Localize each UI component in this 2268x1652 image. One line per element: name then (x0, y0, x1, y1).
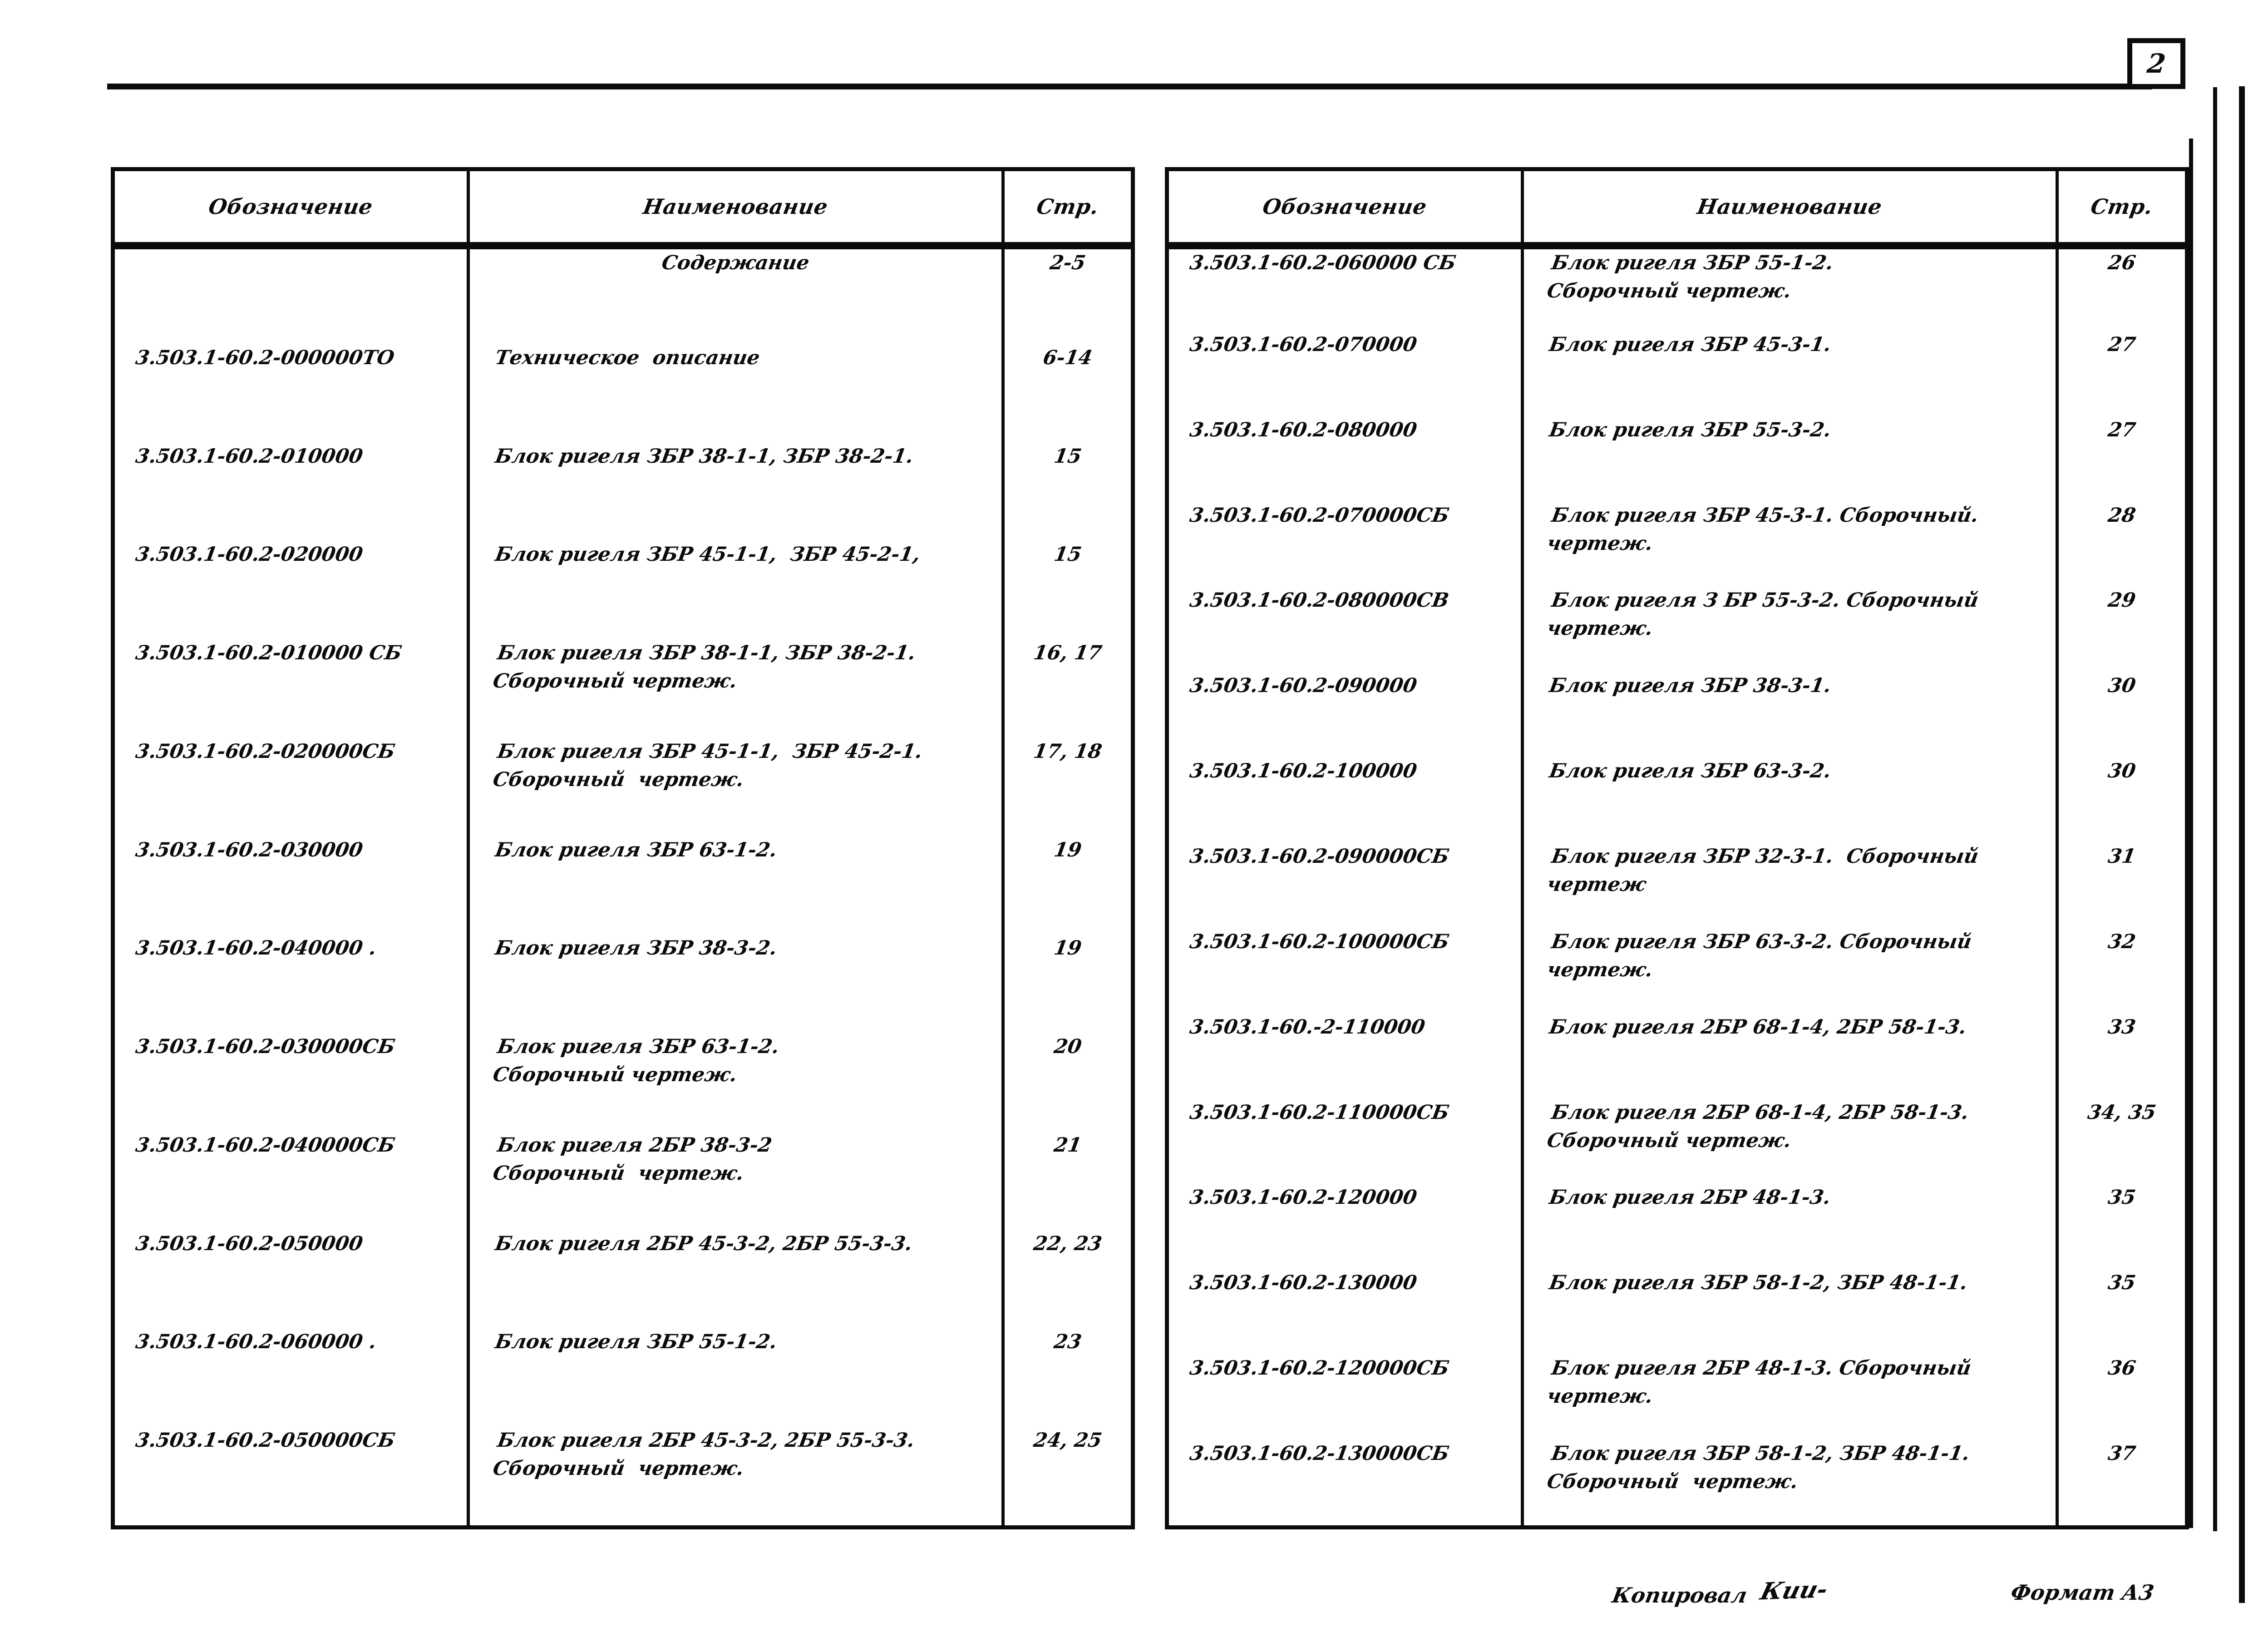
cell-page (1003, 1328, 1131, 1427)
name-text: Блок ригеля ЗБР 38-1-1, ЗБР 38-2-1. Сборочный чертеж. (491, 642, 917, 692)
cell-name (1523, 1440, 2057, 1525)
cell-designation (115, 639, 468, 738)
cell-name (468, 935, 1003, 1033)
cell-designation (115, 1328, 468, 1427)
cell-page (2057, 757, 2185, 843)
toc-table-right (1165, 167, 2189, 1529)
designation-text: 3.503.1-60.2-120000 (1188, 1186, 1419, 1209)
designation-text: 3.503.1-60.2-040000 . (134, 937, 378, 960)
page-text: 20 (1052, 1035, 1083, 1058)
cell-designation (1169, 1269, 1523, 1355)
page-text: 2-5 (1048, 252, 1087, 274)
cell-name (468, 836, 1003, 935)
header-row (1169, 171, 2185, 246)
name-text: Блок ригеля ЗБР 63-1-2. Сборочный чертеж. (491, 1035, 781, 1087)
cell-designation (115, 1033, 468, 1132)
cell-name (468, 1328, 1003, 1427)
table-row (1169, 672, 2185, 757)
cell-page (1003, 344, 1131, 443)
name-text: Блок ригеля 2БР 68-1-4, 2БР 58-1-3. (1548, 1015, 1968, 1039)
cell-page (1003, 1132, 1131, 1230)
table-row (115, 1230, 1131, 1329)
page-number-box (2127, 38, 2185, 89)
column-header-page (1003, 171, 1131, 246)
cell-page (2057, 1269, 2185, 1355)
cell-page (2057, 1099, 2185, 1184)
cell-page (2057, 843, 2185, 928)
cell-name (468, 1132, 1003, 1230)
table-row (1169, 246, 2185, 331)
cell-name (1523, 1184, 2057, 1269)
table-row (1169, 1184, 2185, 1269)
cell-page (2057, 416, 2185, 502)
cell-name (1523, 672, 2057, 757)
cell-name (1523, 246, 2057, 331)
table-row (115, 1427, 1131, 1525)
cell-name (468, 639, 1003, 738)
page-text: 31 (2106, 845, 2137, 868)
name-text: Блок ригеля 2БР 48-1-3. Сборочный чертеж. (1545, 1357, 1973, 1408)
page-text: 28 (2106, 504, 2137, 527)
cell-name (1523, 928, 2057, 1014)
table-row (1169, 1355, 2185, 1440)
column-header-name-label: Наименование (1696, 194, 1884, 219)
designation-text: 3.503.1-60.2-090000СБ (1188, 845, 1451, 868)
designation-text: 3.503.1-60.2-000000ТО (134, 346, 396, 369)
toc-table-right-header (1169, 171, 2185, 246)
toc-table-left-header (115, 171, 1131, 246)
sheet-right-border-inner (2189, 138, 2193, 1528)
cell-name (1523, 587, 2057, 672)
cell-page (2057, 1014, 2185, 1099)
cell-designation (115, 738, 468, 836)
designation-text: 3.503.1-60.2-030000СБ (134, 1035, 397, 1058)
cell-name (1523, 843, 2057, 928)
name-text: Блок ригеля ЗБР 63-3-2. Сборочный чертеж. (1545, 930, 1974, 981)
page-text: 32 (2106, 930, 2137, 953)
column-header-page-label: Стр. (1035, 194, 1100, 219)
name-text: Блок ригеля 2БР 48-1-3. (1548, 1186, 1833, 1209)
cell-page (2057, 587, 2185, 672)
name-text: Блок ригеля ЗБР 45-1-1, ЗБР 45-2-1, (493, 543, 922, 566)
table-row (1169, 1014, 2185, 1099)
designation-text: 3.503.1-60.2-070000СБ (1188, 504, 1451, 527)
sheet-top-border (107, 84, 2152, 89)
toc-table-left (111, 167, 1135, 1529)
column-header-designation (115, 171, 468, 246)
cell-designation (115, 1132, 468, 1230)
name-text: Блок ригеля ЗБР 45-1-1, ЗБР 45-2-1. Сборочный чертеж. (491, 740, 924, 791)
cell-name (468, 344, 1003, 443)
name-text: Блок ригеля ЗБР 45-3-1. (1548, 333, 1833, 356)
column-header-page-label: Стр. (2089, 194, 2155, 219)
cell-designation (115, 836, 468, 935)
name-text: Блок ригеля ЗБР 63-3-2. (1548, 760, 1833, 783)
designation-text: 3.503.1-60.2-010000 (134, 445, 365, 468)
designation-text: 3.503.1-60.2-130000СБ (1188, 1442, 1451, 1465)
page-text: 23 (1052, 1331, 1083, 1354)
cell-page (1003, 541, 1131, 639)
cell-designation (1169, 416, 1523, 502)
cell-name (1523, 331, 2057, 416)
cell-page (1003, 738, 1131, 836)
name-text: Блок ригеля ЗБР 63-1-2. (493, 838, 779, 861)
cell-designation (1169, 1440, 1523, 1525)
cell-page (2057, 331, 2185, 416)
name-text: Блок ригеля ЗБР 55-1-2. Сборочный чертеж. (1545, 252, 1835, 302)
designation-text: 3.503.1-60.2-010000 СБ (134, 642, 404, 665)
sheet-right-border-middle (2213, 87, 2217, 1531)
page-text: 24, 25 (1032, 1429, 1104, 1452)
cell-name (1523, 757, 2057, 843)
page-text: 19 (1052, 937, 1083, 960)
table-row (1169, 1269, 2185, 1355)
page-text: 6-14 (1041, 346, 1094, 369)
cell-name (468, 1427, 1003, 1525)
cell-designation (115, 246, 468, 344)
cell-name (468, 1033, 1003, 1132)
table-row (1169, 843, 2185, 928)
page-text: 30 (2106, 760, 2137, 783)
designation-text: 3.503.1-60.2-100000СБ (1188, 930, 1451, 953)
table-row (115, 344, 1131, 443)
cell-designation (1169, 1355, 1523, 1440)
table-row (115, 639, 1131, 738)
designation-text: 3.503.1-60.2-100000 (1188, 760, 1419, 783)
name-text: Блок ригеля З БР 55-3-2. Сборочный чертеж. (1545, 589, 1980, 640)
column-header-name-label: Наименование (641, 194, 830, 219)
column-header-designation-label: Обозначение (207, 194, 375, 219)
table-row (1169, 1099, 2185, 1184)
column-header-name (1523, 171, 2057, 246)
cell-designation (1169, 843, 1523, 928)
cell-designation (115, 344, 468, 443)
column-header-designation (1169, 171, 1523, 246)
cell-name (468, 541, 1003, 639)
page-text: 27 (2106, 418, 2137, 441)
cell-designation (1169, 928, 1523, 1014)
cell-name (1523, 502, 2057, 587)
cell-name (468, 1230, 1003, 1329)
table-row (1169, 587, 2185, 672)
designation-text: 3.503.1-60.2-080000СВ (1188, 589, 1451, 612)
toc-table-right-body (1169, 246, 2185, 1525)
sheet-right-border-outer (2239, 86, 2245, 1603)
cell-designation (1169, 672, 1523, 757)
table-row (115, 935, 1131, 1033)
table-row (115, 1132, 1131, 1230)
cell-designation (1169, 502, 1523, 587)
designation-text: 3.503.1-60.2-070000 (1188, 333, 1419, 356)
table-row (115, 246, 1131, 344)
name-text: Блок ригеля ЗБР 58-1-2, ЗБР 48-1-1. (1548, 1271, 1969, 1295)
copier-signature: Кии- (1757, 1575, 1831, 1606)
name-text: Содержание (660, 252, 811, 274)
cell-name (1523, 416, 2057, 502)
cell-page (1003, 443, 1131, 541)
table-row (1169, 757, 2185, 843)
cell-page (2057, 502, 2185, 587)
name-text: Блок ригеля 2БР 45-3-2, 2БР 55-3-3. (493, 1232, 914, 1255)
designation-text: 3.503.1-60.2-110000СБ (1188, 1101, 1451, 1124)
page-text: 34, 35 (2086, 1101, 2158, 1124)
column-header-page (2057, 171, 2185, 246)
toc-table-left-grid (115, 171, 1131, 1525)
cell-designation (1169, 1184, 1523, 1269)
designation-text: 3.503.1-60.2-080000 (1188, 418, 1419, 441)
table-row (1169, 502, 2185, 587)
cell-page (1003, 935, 1131, 1033)
designation-text: 3.503.1-60.2-030000 (134, 838, 365, 861)
cell-page (2057, 928, 2185, 1014)
cell-designation (115, 541, 468, 639)
table-row (115, 738, 1131, 836)
page-text: 15 (1052, 445, 1083, 468)
designation-text: 3.503.1-60.2-020000 (134, 543, 365, 566)
column-header-designation-label: Обозначение (1261, 194, 1429, 219)
table-row (115, 541, 1131, 639)
cell-page (2057, 1184, 2185, 1269)
page-text: 22, 23 (1032, 1232, 1104, 1255)
cell-page (1003, 1230, 1131, 1329)
page-text: 35 (2106, 1271, 2137, 1295)
cell-designation (1169, 757, 1523, 843)
name-text: Блок ригеля ЗБР 55-1-2. (493, 1331, 779, 1354)
designation-text: 3.503.1-60.-2-110000 (1188, 1015, 1427, 1039)
name-text: Блок ригеля ЗБР 38-3-2. (493, 937, 779, 960)
cell-designation (115, 1427, 468, 1525)
cell-page (2057, 246, 2185, 331)
name-text: Блок ригеля 2БР 45-3-2, 2БР 55-3-3. Сборочный чертеж. (491, 1429, 917, 1480)
cell-designation (115, 1230, 468, 1329)
page-text: 19 (1052, 838, 1083, 861)
page-text: 26 (2106, 252, 2137, 274)
cell-designation (1169, 1014, 1523, 1099)
page-text: 33 (2106, 1015, 2137, 1039)
name-text: Блок ригеля ЗБР 38-3-1. (1548, 674, 1833, 697)
table-row (115, 1033, 1131, 1132)
cell-page (1003, 639, 1131, 738)
designation-text: 3.503.1-60.2-130000 (1188, 1271, 1419, 1295)
page-text: 15 (1052, 543, 1083, 566)
cell-name (1523, 1014, 2057, 1099)
page-text: 29 (2106, 589, 2137, 612)
table-row (115, 443, 1131, 541)
name-text: Техническое описание (493, 346, 762, 369)
cell-page (1003, 246, 1131, 344)
toc-table-right-grid (1169, 171, 2185, 1525)
name-text: Блок ригеля 2БР 68-1-4, 2БР 58-1-3. Сборочный чертеж. (1545, 1101, 1971, 1152)
table-row (1169, 331, 2185, 416)
name-text: Блок ригеля ЗБР 45-3-1. Сборочный. чертеж. (1545, 504, 1980, 555)
designation-text: 3.503.1-60.2-050000СБ (134, 1429, 397, 1452)
cell-name (1523, 1099, 2057, 1184)
cell-designation (115, 935, 468, 1033)
header-row (115, 171, 1131, 246)
page-text: 21 (1052, 1133, 1083, 1157)
table-row (1169, 416, 2185, 502)
table-row (1169, 1440, 2185, 1525)
cell-page (2057, 1355, 2185, 1440)
page-text: 36 (2106, 1357, 2137, 1380)
name-text: Блок ригеля ЗБР 58-1-2, ЗБР 48-1-1. Сборочный чертеж. (1545, 1442, 1972, 1493)
name-text: Блок ригеля 2БР 38-3-2 Сборочный чертеж. (491, 1133, 774, 1185)
cell-name (1523, 1355, 2057, 1440)
table-row (115, 1328, 1131, 1427)
table-row (115, 836, 1131, 935)
column-header-name (468, 171, 1003, 246)
cell-designation (1169, 331, 1523, 416)
page-text: 27 (2106, 333, 2137, 356)
cell-designation (1169, 587, 1523, 672)
designation-text: 3.503.1-60.2-060000 . (134, 1331, 378, 1354)
cell-page (1003, 1033, 1131, 1132)
page-text: 17, 18 (1032, 740, 1104, 763)
cell-name (468, 443, 1003, 541)
cell-name (1523, 1269, 2057, 1355)
cell-designation (115, 443, 468, 541)
name-text: Блок ригеля ЗБР 38-1-1, ЗБР 38-2-1. (493, 445, 915, 468)
cell-page (1003, 1427, 1131, 1525)
cell-page (2057, 1440, 2185, 1525)
cell-page (1003, 836, 1131, 935)
sheet-format-label: Формат А3 (2009, 1580, 2156, 1605)
cell-designation (1169, 246, 1523, 331)
cell-name (468, 738, 1003, 836)
page-text: 30 (2106, 674, 2137, 697)
name-text: Блок ригеля ЗБР 32-3-1. Сборочный чертеж (1545, 845, 1980, 896)
cell-designation (1169, 1099, 1523, 1184)
designation-text: 3.503.1-60.2-120000СБ (1188, 1357, 1451, 1380)
toc-table-left-body (115, 246, 1131, 1525)
name-text: Блок ригеля ЗБР 55-3-2. (1548, 418, 1833, 441)
designation-text: 3.503.1-60.2-040000СБ (134, 1133, 397, 1157)
page-text: 35 (2106, 1186, 2137, 1209)
copier-label: Копировал (1610, 1583, 1749, 1607)
designation-text: 3.503.1-60.2-060000 СБ (1188, 252, 1458, 274)
designation-text: 3.503.1-60.2-020000СБ (134, 740, 397, 763)
page-number: 2 (2145, 48, 2167, 79)
cell-page (2057, 672, 2185, 757)
page-text: 37 (2106, 1442, 2137, 1465)
cell-name (468, 246, 1003, 344)
table-row (1169, 928, 2185, 1014)
designation-text: 3.503.1-60.2-090000 (1188, 674, 1419, 697)
designation-text: 3.503.1-60.2-050000 (134, 1232, 365, 1255)
page-text: 16, 17 (1032, 642, 1104, 665)
